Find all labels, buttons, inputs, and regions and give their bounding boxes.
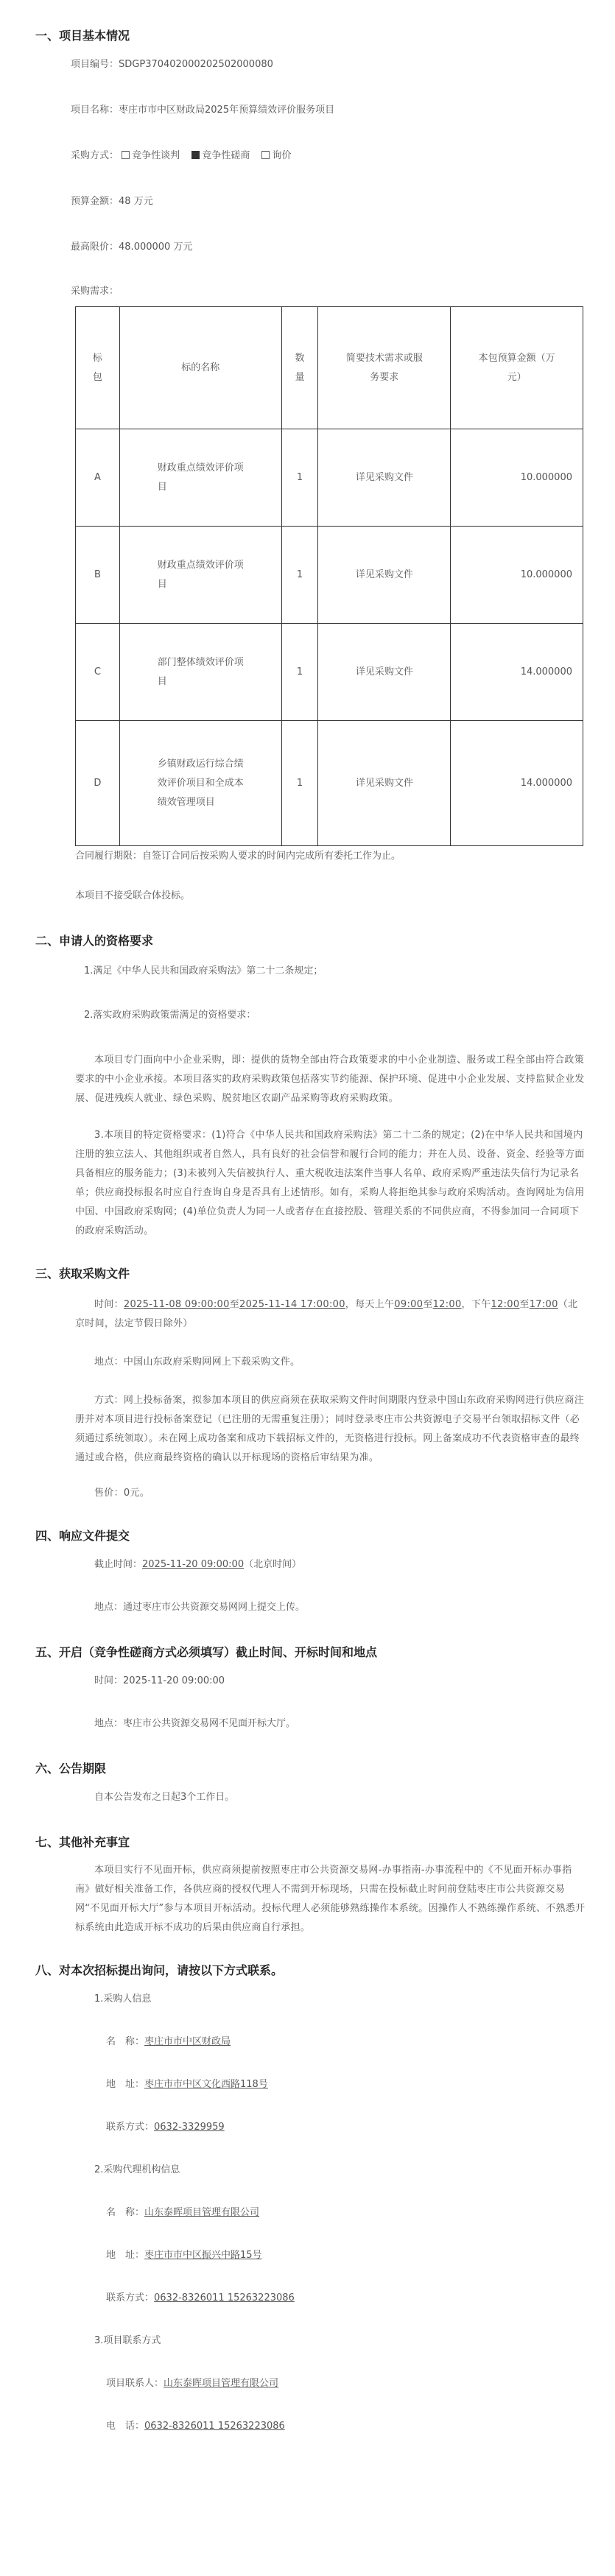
method-option: 询价	[261, 150, 291, 161]
document-price: 售价：0元。	[94, 1488, 150, 1499]
method-option: 竞争性谈判	[122, 150, 180, 161]
purchaser-address: 地 址：枣庄市市中区文化西路118号	[106, 2079, 268, 2090]
submission-deadline: 截止时间：2025-11-20 09:00:00（北京时间）	[94, 1559, 302, 1570]
procurement-method: 采购方式： 竞争性谈判 竞争性磋商 询价	[71, 150, 292, 161]
table-row: D 乡镇财政运行综合绩效评价项目和全成本绩效管理项目 1 详见采购文件 14.000000	[76, 721, 583, 846]
table-row: A 财政重点绩效评价项目 1 详见采购文件 10.000000	[76, 429, 583, 527]
project-contact-title: 3.项目联系方式	[94, 2335, 161, 2346]
section-3-title: 三、获取采购文件	[35, 1267, 130, 1281]
purchaser-name: 名 称：枣庄市市中区财政局	[106, 2036, 231, 2047]
purchaser-info-title: 1.采购人信息	[94, 1993, 152, 2005]
budget-amount: 预算金额：48 万元	[71, 196, 153, 207]
section-2-title: 二、申请人的资格要求	[35, 934, 154, 948]
project-contact-phone: 电 话：0632-8326011 15263223086	[106, 2421, 285, 2432]
project-name: 项目名称：枣庄市市中区财政局2025年预算绩效评价服务项目	[71, 105, 335, 116]
sme-policy-paragraph: 本项目专门面向中小企业采购，即：提供的货物全部由符合政策要求的中小企业制造、服务或工程全部由符合政策要求的中小企业承接。本项目落实的政府采购政策包括落实节约能源、保护环境、促进中小企业发展、支持监狱企业发展、促进残疾人就业、绿色采购、脱贫地区农副产品采购等政府采购政策。	[75, 1055, 585, 1104]
th-package: 标包	[76, 307, 120, 429]
document-place: 地点：中国山东政府采购网网上下载采购文件。	[94, 1356, 301, 1368]
section-6-title: 六、公告期限	[35, 1762, 107, 1776]
section-5-title: 五、开启（竞争性磋商方式必须填写）截止时间、开标时间和地点	[35, 1645, 378, 1659]
supplementary-paragraph: 本项目实行不见面开标，供应商须提前按照枣庄市公共资源交易网-办事指南-办事流程中的《不见面开标办事指南》做好相关准备工作，各供应商的授权代理人不需到开标现场，只需在投标截止时间前登陆枣庄市公共资源交易网“不见面开标大厅”参与本项目开标活动。投标代理人必须能够熟练操作本系统。因操作人不熟练操作系统、不熟悉开标系统由此造成开标不成功的后果由供应商自行承担。	[75, 1865, 586, 1933]
th-req: 简要技术需求或服务要求	[318, 307, 451, 429]
th-amt: 本包预算金额（万元）	[451, 307, 583, 429]
method-option: 竞争性磋商	[191, 150, 250, 161]
section-4-title: 四、响应文件提交	[35, 1529, 130, 1543]
checkbox-checked-icon	[191, 151, 200, 159]
qual-item-2: 2.落实政府采购政策需满足的资格要求：	[84, 1010, 256, 1021]
purchaser-contact: 联系方式：0632-3329959	[106, 2122, 225, 2133]
notice-period: 自本公告发布之日起3个工作日。	[94, 1792, 235, 1803]
project-number: 项目编号：SDGP370402000202502000080	[71, 59, 273, 70]
th-qty: 数量	[281, 307, 318, 429]
checkbox-icon	[122, 151, 130, 159]
document-time: 时间：2025-11-08 09:00:00至2025-11-14 17:00:00，每天上午09:00至12:00，下午12:00至17:00（北京时间，法定节假日除外）	[75, 1299, 578, 1329]
max-price: 最高限价：48.000000 万元	[71, 242, 193, 253]
section-7-title: 七、其他补充事宜	[35, 1835, 130, 1849]
agency-info-title: 2.采购代理机构信息	[94, 2164, 180, 2175]
submission-place: 地点：通过枣庄市公共资源交易网网上提交上传。	[94, 1602, 306, 1613]
agency-address: 地 址：枣庄市市中区振兴中路15号	[106, 2250, 262, 2261]
procurement-table	[75, 306, 583, 846]
agency-name: 名 称：山东泰晖项目管理有限公司	[106, 2207, 260, 2218]
contract-term: 合同履行期限：自签订合同后按采购人要求的时间内完成所有委托工作为止。	[75, 851, 401, 862]
th-name: 标的名称	[119, 307, 281, 429]
qual-item-1: 1.满足《中华人民共和国政府采购法》第二十二条规定；	[84, 965, 323, 976]
project-contact-person: 项目联系人：山东泰晖项目管理有限公司	[106, 2378, 279, 2389]
agency-contact: 联系方式：0632-8326011 15263223086	[106, 2292, 295, 2304]
table-row: C 部门整体绩效评价项目 1 详见采购文件 14.000000	[76, 624, 583, 721]
checkbox-icon	[261, 151, 270, 159]
section-1-title: 一、项目基本情况	[35, 29, 130, 43]
demand-label: 采购需求：	[71, 286, 119, 297]
table-header-row	[76, 307, 583, 429]
opening-place: 地点：枣庄市公共资源交易网不见面开标大厅。	[94, 1718, 296, 1729]
no-consortium: 本项目不接受联合体投标。	[75, 890, 191, 901]
opening-time: 时间：2025-11-20 09:00:00	[94, 1675, 225, 1686]
specific-qualification-paragraph: 3.本项目的特定资格要求：(1)符合《中华人民共和国政府采购法》第二十二条的规定；(2)在中华人民共和国境内注册的独立法人、其他组织或者自然人，具有良好的社会信誉和履行合同的能力；并在人员、设备、资金、经验等方面具备相应的服务能力；(3)未被列入失信被执行人、重大税收违法案件当事人名单、政府采购严重违法失信行为记录名单；供应商投标报名时应自行查询自身是否具有上述情形。如有，采购人将拒绝其参与政府采购活动。查询网址为信用中国、中国政府采购网；(4)单位负责人为同一人或者存在直接控股、管理关系的不同供应商，不得参加同一合同项下的政府采购活动。	[75, 1130, 585, 1236]
document-way: 方式：网上投标备案，拟参加本项目的供应商须在获取采购文件时间期限内登录中国山东政府采购网进行供应商注册并对本项目进行投标备案登记（已注册的无需重复注册）；同时登录枣庄市公共资源电子交易平台领取招标文件（必须通过系统领取）。未在网上成功备案和成功下载招标文件的，无资格进行投标。网上备案成功不代表资格审查的最终通过或合格，供应商最终资格的确认以开标现场的资格后审结果为准。	[75, 1395, 585, 1463]
table-row: B 财政重点绩效评价项目 1 详见采购文件 10.000000	[76, 527, 583, 624]
section-8-title: 八、对本次招标提出询问，请按以下方式联系。	[35, 1963, 284, 1977]
